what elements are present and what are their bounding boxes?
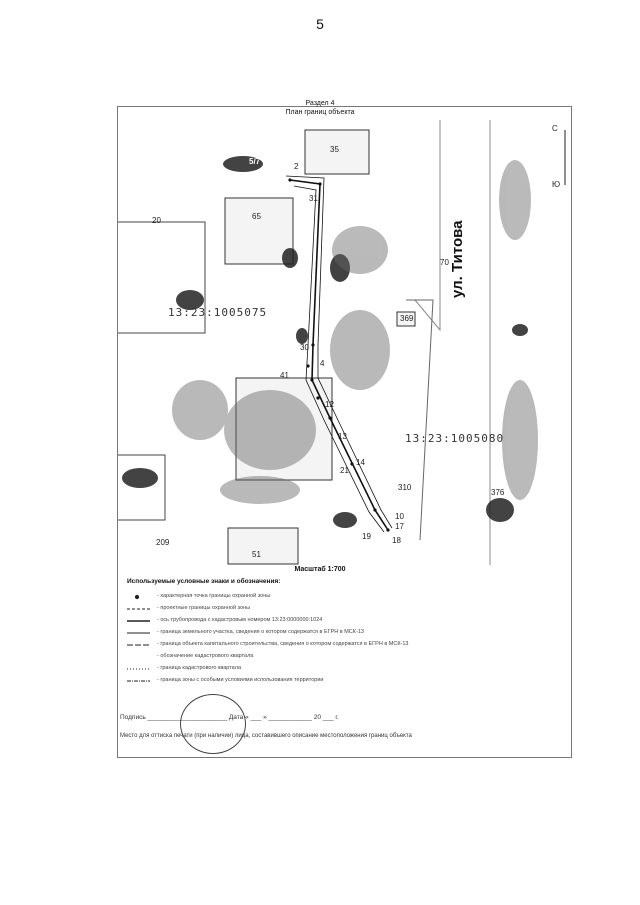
legend-item: [127, 603, 547, 615]
signature-line: Подпись ______________________ Дата « ___ » ____________ 20 ___ г.: [120, 714, 339, 721]
legend-item: [127, 627, 547, 639]
parcel-number: 209: [156, 538, 170, 547]
building-number: 65: [252, 212, 261, 221]
compass-south-label: Ю: [552, 180, 561, 189]
legend-item-text: - граница зоны с особыми условиями использования территории: [157, 677, 324, 683]
legend-item-text: - граница объекта капитального строительства, сведения о котором содержатся в ЕГРН в МСК-13: [157, 641, 409, 647]
point-label: 30: [300, 343, 309, 352]
point-label: 19: [362, 532, 371, 541]
street-label: ул. Титова: [449, 220, 466, 298]
stamp-place-note: Место для оттиска печати (при наличии) лица, составившего описание местоположения границ объекта: [120, 733, 412, 739]
section-heading: Раздел 4: [305, 100, 335, 107]
legend-item-text: - ось трубопровода с кадастровым номером 13:23:0000000:1024: [157, 617, 323, 623]
compass-north-label: С: [552, 124, 558, 133]
point-label: 10: [395, 512, 404, 521]
point-label: 21: [340, 466, 349, 475]
parcel-number: 41: [280, 371, 289, 380]
plan-title: План границ объекта: [285, 109, 355, 116]
point-label: 14: [356, 458, 365, 467]
legend-item-text: - обозначение кадастрового квартала: [157, 653, 254, 659]
legend-item: [127, 615, 547, 627]
legend-item: [127, 639, 547, 651]
parcel-number: 20: [152, 216, 161, 225]
map-scale: Масштаб 1:700: [294, 566, 346, 573]
legend-item: [127, 651, 547, 663]
point-label: 17: [395, 522, 404, 531]
point-label: 2: [294, 162, 299, 171]
parcel-number: 310: [398, 483, 412, 492]
cadastral-quarter-label: 13:23:1005080: [405, 432, 505, 445]
building-number: 51: [252, 550, 261, 559]
point-label: 12: [325, 400, 334, 409]
cadastral-quarter-label: 13:23:1005075: [168, 306, 268, 319]
legend-item: [127, 663, 547, 675]
point-label: 31: [309, 194, 318, 203]
legend-item-text: - граница земельного участка, сведения о котором содержатся в ЕГРН в МСК-13: [157, 629, 364, 635]
parcel-number: 70: [440, 258, 449, 267]
legend-item-text: - характерная точка границы охранной зоны: [157, 593, 271, 599]
point-label: 13: [338, 432, 347, 441]
point-label: 18: [392, 536, 401, 545]
legend-item: [127, 591, 547, 603]
building-number: 376: [491, 488, 505, 497]
seal-stamp: [180, 694, 246, 754]
legend-item: [127, 675, 547, 687]
building-number: 35: [330, 145, 339, 154]
legend-item-text: - проектные границы охранной зоны: [157, 605, 251, 611]
page-number: 5: [316, 16, 324, 32]
point-label: 4: [320, 359, 325, 368]
legend-title: Используемые условные знаки и обозначения:: [127, 578, 281, 585]
building-number: 5/7: [249, 157, 261, 166]
legend-item-text: - граница кадастрового квартала: [157, 665, 242, 671]
building-number: 369: [400, 314, 414, 323]
